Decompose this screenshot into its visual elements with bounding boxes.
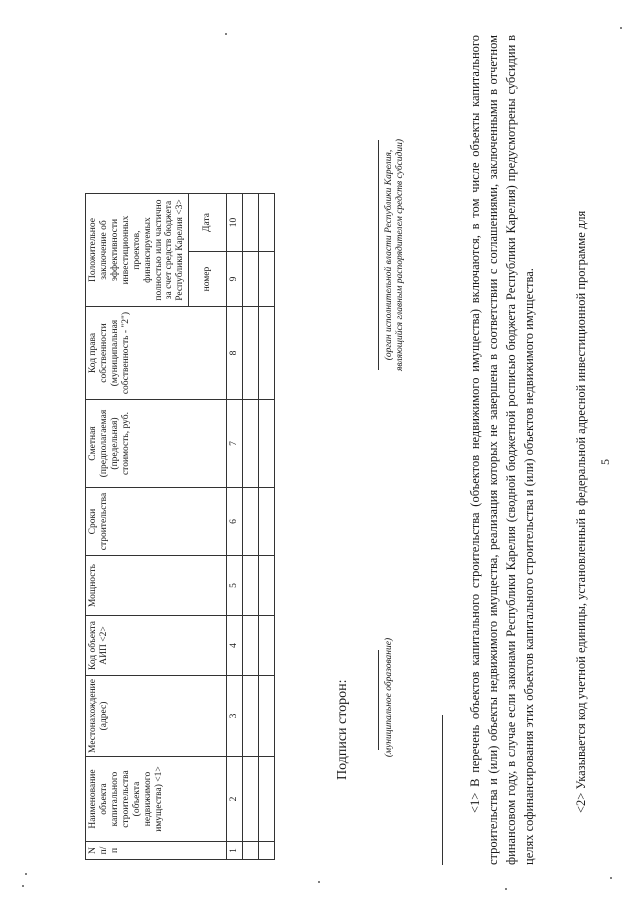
table-cell: [259, 307, 275, 400]
header-aip-code: Код объекта АИП <2>: [86, 616, 227, 676]
scan-speck: [620, 27, 622, 29]
signature-line-authority: [378, 140, 379, 370]
table-cell: [243, 194, 259, 252]
scan-speck: [225, 33, 227, 35]
scan-speck: [25, 873, 27, 875]
column-number: 4: [227, 616, 243, 676]
signatures-title: Подписи сторон:: [335, 679, 350, 780]
column-number: 6: [227, 488, 243, 556]
scan-speck: [22, 885, 24, 887]
column-number: 3: [227, 676, 243, 757]
footnote-divider: [442, 715, 443, 865]
table-cell: [259, 556, 275, 616]
signature-caption-authority-line2: являющийся главным распорядителем средств субсидии): [395, 139, 406, 372]
table-row: [259, 194, 275, 860]
table-cell: [259, 757, 275, 842]
table-cell: [259, 616, 275, 676]
table-cell: [259, 194, 275, 252]
table-cell: [259, 842, 275, 860]
objects-table: [85, 193, 275, 860]
column-number: 8: [227, 307, 243, 400]
table-cell: [243, 556, 259, 616]
header-conclusion-number: номер: [189, 252, 227, 307]
table-cell: [243, 307, 259, 400]
table-row: [243, 194, 259, 860]
table-cell: [259, 252, 275, 307]
header-location: Местонахождение (адрес): [86, 676, 227, 757]
column-number: 9: [227, 252, 243, 307]
scan-speck: [610, 877, 612, 879]
signature-caption-municipality: (муниципальное образование): [384, 637, 394, 758]
header-conclusion: Положительное заключение об эффективности инвестиционных проектов, финансируемых полностью или частично за счет средств бюджета Республики Карелия <3>: [86, 194, 189, 307]
page-number: 5: [598, 459, 612, 465]
signature-line-municipality: [378, 650, 379, 750]
signature-caption-authority: [384, 105, 407, 405]
column-number: 2: [227, 757, 243, 842]
column-number: 5: [227, 556, 243, 616]
signature-caption-authority-line1: (орган исполнительной власти Республики Карелия,: [384, 149, 394, 361]
column-number-row: [227, 194, 243, 860]
scan-speck: [318, 881, 320, 883]
table-cell: [243, 757, 259, 842]
header-conclusion-date: Дата: [189, 194, 227, 252]
footnote-1: [466, 35, 538, 865]
header-name: Наименование объекта капитального строительства (объекта недвижимого имущества) <1>: [86, 757, 227, 842]
scan-speck: [505, 888, 507, 890]
footnote-1-text: <1> В перечень объектов капитального строительства (объектов недвижимого имущества) включаются, в том числе объекты капитального строительства и (или) объекты недвижимого имущества, реализация которых не завершена в соответствии с соглашениями, заключенными в отчетном финансовом году, в случае если законами Республики Карелия (сводной бюджетной росписью бюджета Республики Карелия) предусмотрены субсидии в целях софинансирования этих объектов капитального строительства и (или) объектов недвижимого имущества.: [468, 35, 536, 865]
table-cell: [243, 400, 259, 488]
table-cell: [259, 400, 275, 488]
table-cell: [243, 842, 259, 860]
table-cell: [243, 616, 259, 676]
header-cost: Сметная (предполагаемая (предельная) стоимость, руб.: [86, 400, 227, 488]
table-cell: [259, 676, 275, 757]
header-capacity: Мощность: [86, 556, 227, 616]
column-number: 7: [227, 400, 243, 488]
header-ownership: Код права собственности (муниципальная собственность - "2"): [86, 307, 227, 400]
column-number: 1: [227, 842, 243, 860]
footnote-2-text: <2> Указывается код учетной единицы, установленный в федеральной адресной инвестиционной программе для: [574, 210, 588, 813]
column-number: 10: [227, 194, 243, 252]
header-num: N п/п: [86, 842, 227, 860]
table-cell: [243, 252, 259, 307]
table-cell: [243, 488, 259, 556]
table-cell: [243, 676, 259, 757]
footnote-2: [572, 35, 590, 865]
header-terms: Сроки строительства: [86, 488, 227, 556]
table-header-row: [86, 194, 189, 860]
table-cell: [259, 488, 275, 556]
